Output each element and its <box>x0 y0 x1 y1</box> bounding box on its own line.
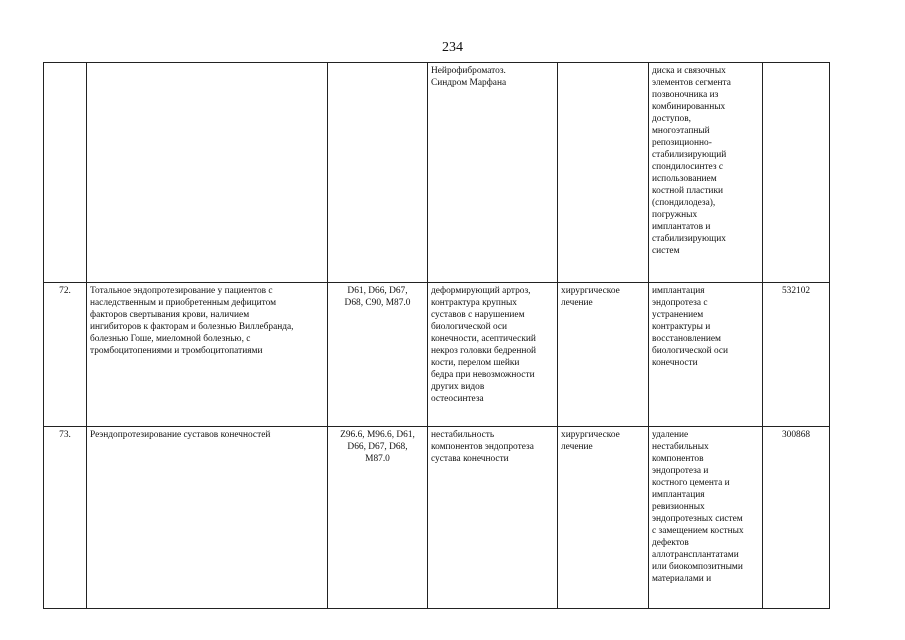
patient-model: деформирующий артроз, контрактура крупных суставов с нарушением биологической оси конечности, асептический некроз головки бедренной кости, перелом шейки бедра при невозможности других видов остеосинтеза <box>428 283 558 427</box>
row-number <box>44 63 87 283</box>
treatment-method: удаление нестабильных компонентов эндопротеза и костного цемента и имплантация ревизионных эндопротезных систем с замещением костных дефектов аллотрансплантатами или биокомпозитными материалами и <box>649 427 763 609</box>
care-name <box>87 63 328 283</box>
table-row <box>44 427 830 609</box>
icd-codes: D61, D66, D67, D68, C90, M87.0 <box>328 283 428 427</box>
price: 300868 <box>763 427 830 609</box>
treatment-type <box>558 63 649 283</box>
row-number: 73. <box>44 427 87 609</box>
table-row <box>44 63 830 283</box>
row-number: 72. <box>44 283 87 427</box>
icd-codes <box>328 63 428 283</box>
page-number: 234 <box>442 40 463 55</box>
table-row <box>44 283 830 427</box>
patient-model: нестабильность компонентов эндопротеза сустава конечности <box>428 427 558 609</box>
price <box>763 63 830 283</box>
treatment-method: диска и связочных элементов сегмента позвоночника из комбинированных доступов, многоэтапный репозиционно- стабилизирующий спондилосинтез с использованием костной пластики (спондилодеза), погружных имплантатов и стабилизирующих систем <box>649 63 763 283</box>
care-name: Реэндопротезирование суставов конечностей <box>87 427 328 609</box>
patient-model: Нейрофиброматоз. Синдром Марфана <box>428 63 558 283</box>
treatment-type: хирургическое лечение <box>558 427 649 609</box>
care-name: Тотальное эндопротезирование у пациентов с наследственным и приобретенным дефицитом факторов свертывания крови, наличием ингибиторов к факторам и болезнью Виллебранда, болезнью Гоше, миеломной болезнью, с тромбоцитопениями и тромбоцитопатиями <box>87 283 328 427</box>
price: 532102 <box>763 283 830 427</box>
treatment-method: имплантация эндопротеза с устранением контрактуры и восстановлением биологической оси конечности <box>649 283 763 427</box>
medical-care-table <box>43 62 830 609</box>
treatment-type: хирургическое лечение <box>558 283 649 427</box>
icd-codes: Z96.6, M96.6, D61, D66, D67, D68, M87.0 <box>328 427 428 609</box>
